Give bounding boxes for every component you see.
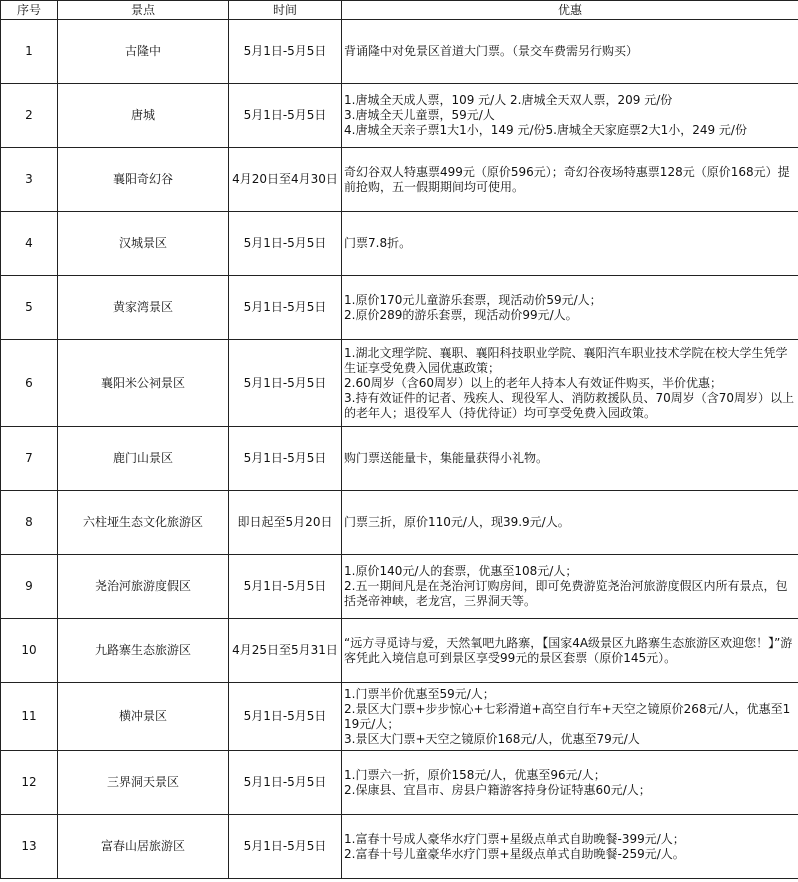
- row-offer: 奇幻谷双人特惠票499元（原价596元）；奇幻谷夜场特惠票128元（原价168元）提前抢购，五一假期期间均可使用。: [342, 148, 798, 212]
- row-offer: 背诵隆中对免景区首道大门票。（景交车费需另行购买）: [342, 20, 798, 84]
- header-spot: 景点: [58, 1, 229, 20]
- row-offer: 1.原价140元/人的套票，优惠至108元/人； 2.五一期间凡是在尧治河订购房间，即可免费游览尧治河旅游度假区内所有景点，包括尧帝神峡，老龙宫，三界洞天等。: [342, 555, 798, 619]
- row-time: 4月25日至5月31日: [229, 619, 342, 683]
- row-offer: 1.富春十号成人豪华水疗门票+星级点单式自助晚餐-399元/人； 2.富春十号儿童豪华水疗门票+星级点单式自助晚餐-259元/人。: [342, 815, 798, 879]
- row-spot: 古隆中: [58, 20, 229, 84]
- row-time: 5月1日-5月5日: [229, 815, 342, 879]
- table-row: [1, 683, 798, 751]
- row-spot: 襄阳奇幻谷: [58, 148, 229, 212]
- row-time: 5月1日-5月5日: [229, 427, 342, 491]
- row-no: 2: [1, 84, 58, 148]
- row-offer: 门票7.8折。: [342, 212, 798, 276]
- row-offer: 1.唐城全天成人票，109 元/人 2.唐城全天双人票，209 元/份 3.唐城全天儿童票，59元/人 4.唐城全天亲子票1大1小，149 元/份5.唐城全天家庭票2大1小，249 元/份: [342, 84, 798, 148]
- row-spot: 尧治河旅游度假区: [58, 555, 229, 619]
- table-row: [1, 491, 798, 555]
- row-spot: 汉城景区: [58, 212, 229, 276]
- row-spot: 横冲景区: [58, 683, 229, 751]
- row-spot: 黄家湾景区: [58, 276, 229, 340]
- row-no: 1: [1, 20, 58, 84]
- row-offer: “远方寻觅诗与爱，天然氧吧九路寨，【国家4A级景区九路寨生态旅游区欢迎您！】”游客凭此入境信息可到景区享受99元的景区套票（原价145元）。: [342, 619, 798, 683]
- row-no: 5: [1, 276, 58, 340]
- row-time: 5月1日-5月5日: [229, 212, 342, 276]
- row-time: 5月1日-5月5日: [229, 84, 342, 148]
- row-no: 4: [1, 212, 58, 276]
- row-time: 5月1日-5月5日: [229, 340, 342, 427]
- table-row: [1, 555, 798, 619]
- header-offer: 优惠: [342, 1, 798, 20]
- row-time: 4月20日至4月30日: [229, 148, 342, 212]
- row-offer: 购门票送能量卡，集能量获得小礼物。: [342, 427, 798, 491]
- row-no: 12: [1, 751, 58, 815]
- row-no: 6: [1, 340, 58, 427]
- header-row: [1, 1, 798, 20]
- row-no: 7: [1, 427, 58, 491]
- row-spot: 唐城: [58, 84, 229, 148]
- row-offer: 门票三折，原价110元/人，现39.9元/人。: [342, 491, 798, 555]
- row-no: 9: [1, 555, 58, 619]
- row-time: 5月1日-5月5日: [229, 555, 342, 619]
- row-spot: 襄阳米公祠景区: [58, 340, 229, 427]
- table-row: [1, 427, 798, 491]
- row-spot: 六柱垭生态文化旅游区: [58, 491, 229, 555]
- table-row: [1, 212, 798, 276]
- row-no: 11: [1, 683, 58, 751]
- table-row: [1, 148, 798, 212]
- table-row: [1, 20, 798, 84]
- row-time: 5月1日-5月5日: [229, 20, 342, 84]
- row-offer: 1.门票六一折，原价158元/人，优惠至96元/人； 2.保康县、宜昌市、房县户籍游客持身份证特惠60元/人；: [342, 751, 798, 815]
- row-time: 即日起至5月20日: [229, 491, 342, 555]
- row-offer: 1.原价170元儿童游乐套票，现活动价59元/人； 2.原价289的游乐套票，现活动价99元/人。: [342, 276, 798, 340]
- table-row: [1, 276, 798, 340]
- row-spot: 三界洞天景区: [58, 751, 229, 815]
- table-row: [1, 84, 798, 148]
- header-time: 时间: [229, 1, 342, 20]
- row-spot: 鹿门山景区: [58, 427, 229, 491]
- table-row: [1, 815, 798, 879]
- table-row: [1, 751, 798, 815]
- row-no: 8: [1, 491, 58, 555]
- row-spot: 九路寨生态旅游区: [58, 619, 229, 683]
- row-spot: 富春山居旅游区: [58, 815, 229, 879]
- row-time: 5月1日-5月5日: [229, 276, 342, 340]
- row-no: 13: [1, 815, 58, 879]
- row-no: 10: [1, 619, 58, 683]
- table-row: [1, 619, 798, 683]
- row-offer: 1.门票半价优惠至59元/人； 2.景区大门票+步步惊心+七彩滑道+高空自行车+天空之镜原价268元/人，优惠至119元/人； 3.景区大门票+天空之镜原价168元/人，优惠至79元/人: [342, 683, 798, 751]
- row-offer: 1.湖北文理学院、襄职、襄阳科技职业学院、襄阳汽车职业技术学院在校大学生凭学生证享受免费入园优惠政策； 2.60周岁（含60周岁）以上的老年人持本人有效证件购买，半价优惠； 3.持有效证件的记者、残疾人、现役军人、消防救援队员、70周岁（含70周岁）以上的老年人；退役军人（持优待证）均可享受免费入园政策。: [342, 340, 798, 427]
- table-row: [1, 340, 798, 427]
- row-time: 5月1日-5月5日: [229, 683, 342, 751]
- header-no: 序号: [1, 1, 58, 20]
- row-no: 3: [1, 148, 58, 212]
- row-time: 5月1日-5月5日: [229, 751, 342, 815]
